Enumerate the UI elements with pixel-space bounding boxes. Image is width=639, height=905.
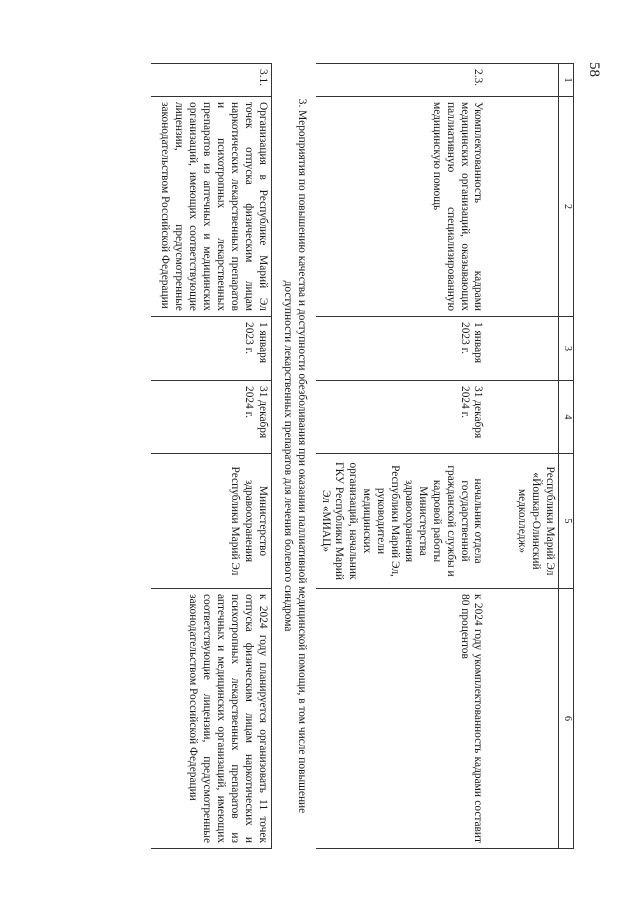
row-responsible: Республики Марий Эл «Йошкар-Олинский медколледж» — [487, 454, 559, 589]
plan-table — [151, 63, 574, 849]
row-responsible: Министерство здравоохранения Республики Марий Эл — [151, 454, 271, 589]
row-number: 3.1. — [151, 64, 271, 97]
row-name: Организация в Республике Марий Эл точек отпуска физическим лицам наркотических лекарственных препаратов и психотропных лекарственных препаратов из аптечных и медицинских организаций, имеющих соответствующие лицензии, предусмотренные законодательством Российской Федерации — [151, 97, 271, 317]
rotated-table-container — [94, 63, 574, 848]
row-end: 31 декабря 2024 г. — [316, 381, 487, 454]
table-row — [487, 64, 559, 849]
row-number: 2.3. — [316, 64, 487, 97]
row-end: 31 декабря 2024 г. — [151, 381, 271, 454]
row-result: к 2024 году укомплектованность кадрами составит 80 процентов — [316, 589, 487, 849]
row-end — [487, 381, 559, 454]
row-start: 1 января 2023 г. — [316, 317, 487, 381]
row-result — [487, 589, 559, 849]
table-row — [316, 64, 487, 849]
row-start: 1 января 2023 г. — [151, 317, 271, 381]
row-start — [487, 317, 559, 381]
table-row — [151, 64, 271, 849]
row-result: к 2024 году планируется организовать 11 точек отпуска физическим лицам наркотических и психотропных лекарственных препаратов из аптечных и медицинских организаций, имеющих соответствующие лицензии, предусмотренные законодательством Российской Федерации — [151, 589, 271, 849]
header-col-6: 6 — [559, 589, 574, 849]
header-col-1: 1 — [559, 64, 574, 97]
row-responsible: начальник отдела государственной гражданской службы и кадровой работы Министерства здравоохранения Республики Марий Эл, руководители медицинских организаций, начальник ГКУ Республики Марий Эл «МИАЦ» — [316, 454, 487, 589]
row-name — [487, 97, 559, 317]
row-name: Укомплектованность кадрами медицинских организаций, оказывающих паллиативную специализированную медицинскую помощь — [316, 97, 487, 317]
header-col-3: 3 — [559, 317, 574, 381]
page-number: 58 — [586, 62, 602, 77]
section-heading-row — [271, 64, 315, 849]
row-number — [487, 64, 559, 97]
table-header-row — [559, 64, 574, 849]
header-col-5: 5 — [559, 454, 574, 589]
header-col-2: 2 — [559, 97, 574, 317]
section-title: 3. Мероприятия по повышению качества и доступности обезболивания при оказании паллиативной медицинской помощи, в том числе повышение доступности лекарственных препаратов для лечения болевого синдрома — [281, 98, 308, 814]
header-col-4: 4 — [559, 381, 574, 454]
